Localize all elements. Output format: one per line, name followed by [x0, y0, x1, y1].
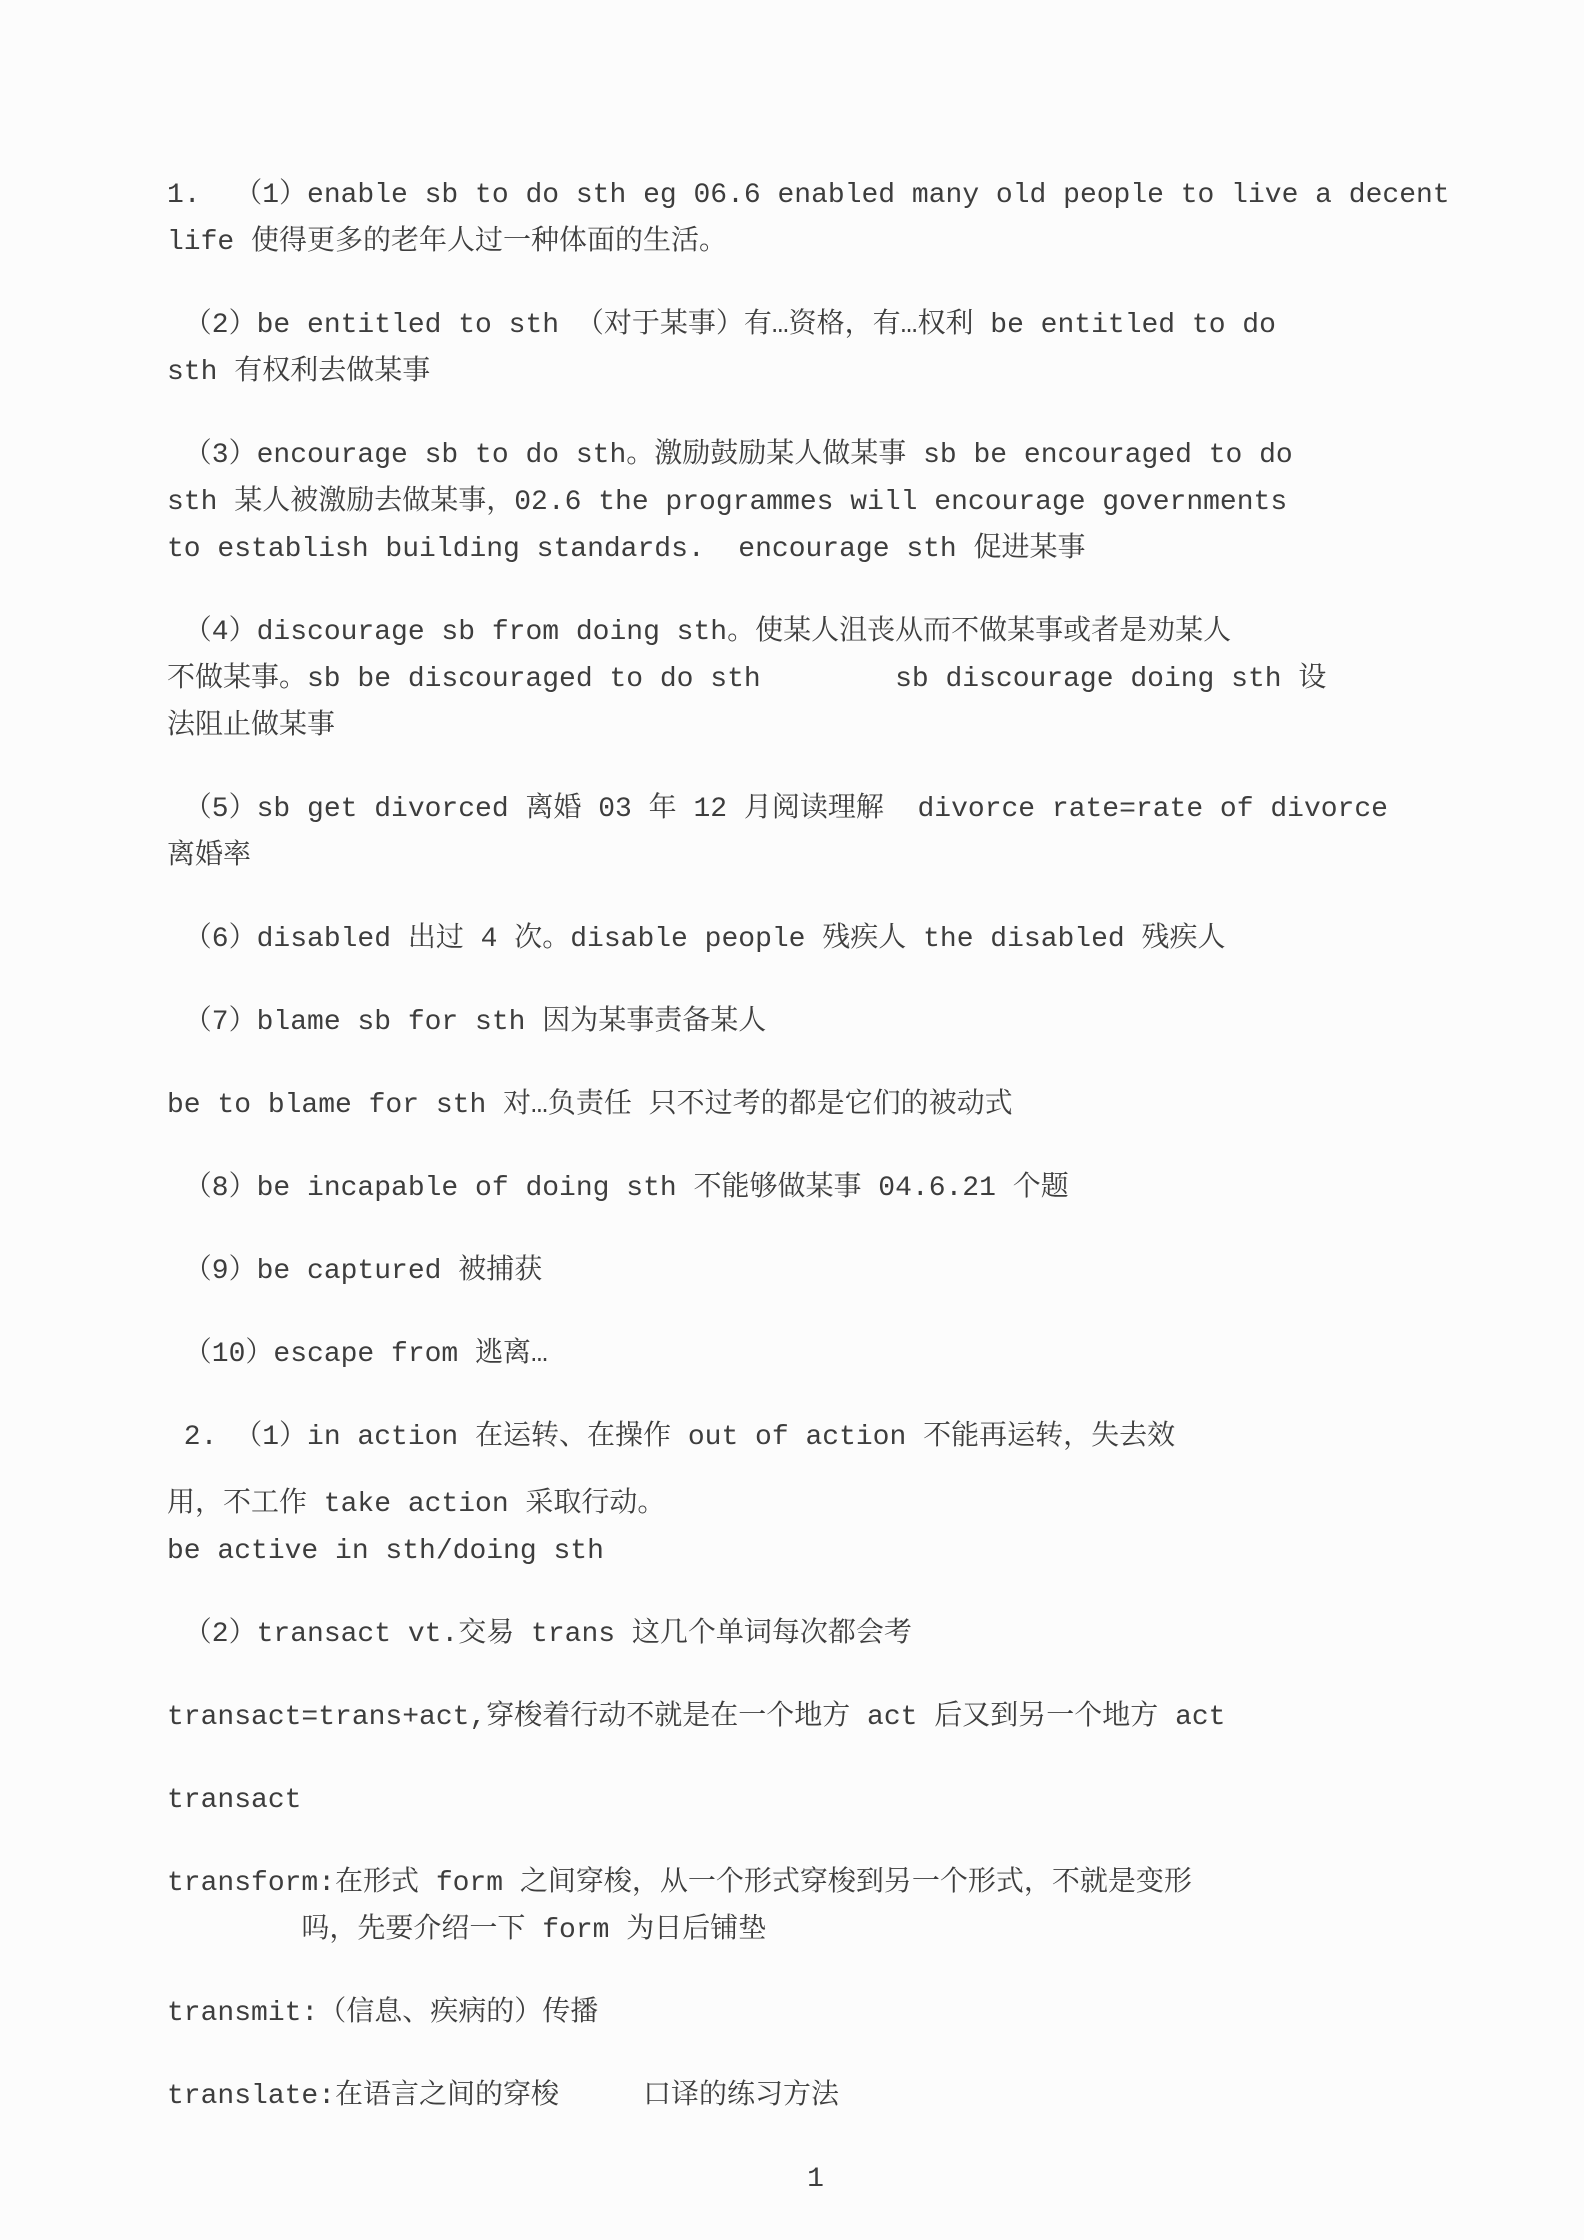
text-line: 用，不工作 take action 采取行动。	[167, 1489, 666, 1520]
text-line: be to blame for sth 对…负责任 只不过考的都是它们的被动式	[167, 1090, 1013, 1121]
paragraph	[167, 786, 1464, 880]
paragraph	[167, 1777, 1464, 1824]
text-line: 吗，先要介绍一下 form 为日后铺垫	[167, 1915, 767, 1946]
page-number: 1	[807, 2164, 824, 2195]
text-line: transform:在形式 form 之间穿梭，从一个形式穿梭到另一个形式，不就是变形	[167, 1868, 1192, 1899]
text-line: （5）sb get divorced 离婚 03 年 12 月阅读理解 divorce rate=rate of divorce	[167, 794, 1388, 825]
paragraph	[167, 1165, 1464, 1212]
paragraph	[167, 302, 1464, 396]
paragraph	[167, 2073, 1464, 2120]
paragraph	[167, 1694, 1464, 1741]
text-line: life 使得更多的老年人过一种体面的生活。	[167, 227, 728, 258]
text-line: transmit:（信息、疾病的）传播	[167, 1998, 599, 2029]
paragraph	[167, 1248, 1464, 1295]
paragraph	[167, 1331, 1464, 1378]
text-line: be active in sth/doing sth	[167, 1536, 604, 1567]
paragraph	[167, 1481, 1464, 1575]
text-line: （2）transact vt.交易 trans 这几个单词每次都会考	[167, 1619, 912, 1650]
paragraph	[167, 999, 1464, 1046]
paragraph	[167, 1860, 1464, 1954]
text-line: （8）be incapable of doing sth 不能够做某事 04.6.21 个题	[167, 1173, 1069, 1204]
document-body	[167, 172, 1464, 2120]
text-line: （3）encourage sb to do sth。激励鼓励某人做某事 sb be encouraged to do	[167, 440, 1293, 471]
text-line: 2. （1）in action 在运转、在操作 out of action 不能再运转，失去效	[167, 1422, 1176, 1453]
paragraph	[167, 1990, 1464, 2037]
paragraph	[167, 172, 1464, 266]
text-line: （6）disabled 出过 4 次。disable people 残疾人 the disabled 残疾人	[167, 924, 1226, 955]
text-line: （7）blame sb for sth 因为某事责备某人	[167, 1007, 767, 1038]
text-line: 离婚率	[167, 841, 252, 872]
paragraph	[167, 1414, 1464, 1461]
paragraph	[167, 609, 1464, 750]
text-line: transact=trans+act,穿梭着行动不就是在一个地方 act 后又到另一个地方 act	[167, 1702, 1226, 1733]
text-line: （9）be captured 被捕获	[167, 1256, 543, 1287]
text-line: translate:在语言之间的穿梭 口译的练习方法	[167, 2081, 840, 2112]
paragraph	[167, 432, 1464, 573]
text-line: to establish building standards. encourage sth 促进某事	[167, 534, 1086, 565]
paragraph	[167, 1611, 1464, 1658]
text-line: 法阻止做某事	[167, 711, 336, 742]
text-line: sth 某人被激励去做某事，02.6 the programmes will encourage governments	[167, 487, 1288, 518]
text-line: （4）discourage sb from doing sth。使某人沮丧从而不做某事或者是劝某人	[167, 617, 1232, 648]
paragraph	[167, 1082, 1464, 1129]
text-line: （10）escape from 逃离…	[167, 1339, 548, 1370]
text-line: （2）be entitled to sth （对于某事）有…资格，有…权利 be entitled to do	[167, 310, 1276, 341]
text-line: 1. （1）enable sb to do sth eg 06.6 enabled many old people to live a decent	[167, 180, 1450, 211]
text-line: transact	[167, 1785, 302, 1816]
paragraph	[167, 916, 1464, 963]
text-line: sth 有权利去做某事	[167, 357, 431, 388]
text-line: 不做某事。sb be discouraged to do sth sb discourage doing sth 设	[167, 664, 1327, 695]
